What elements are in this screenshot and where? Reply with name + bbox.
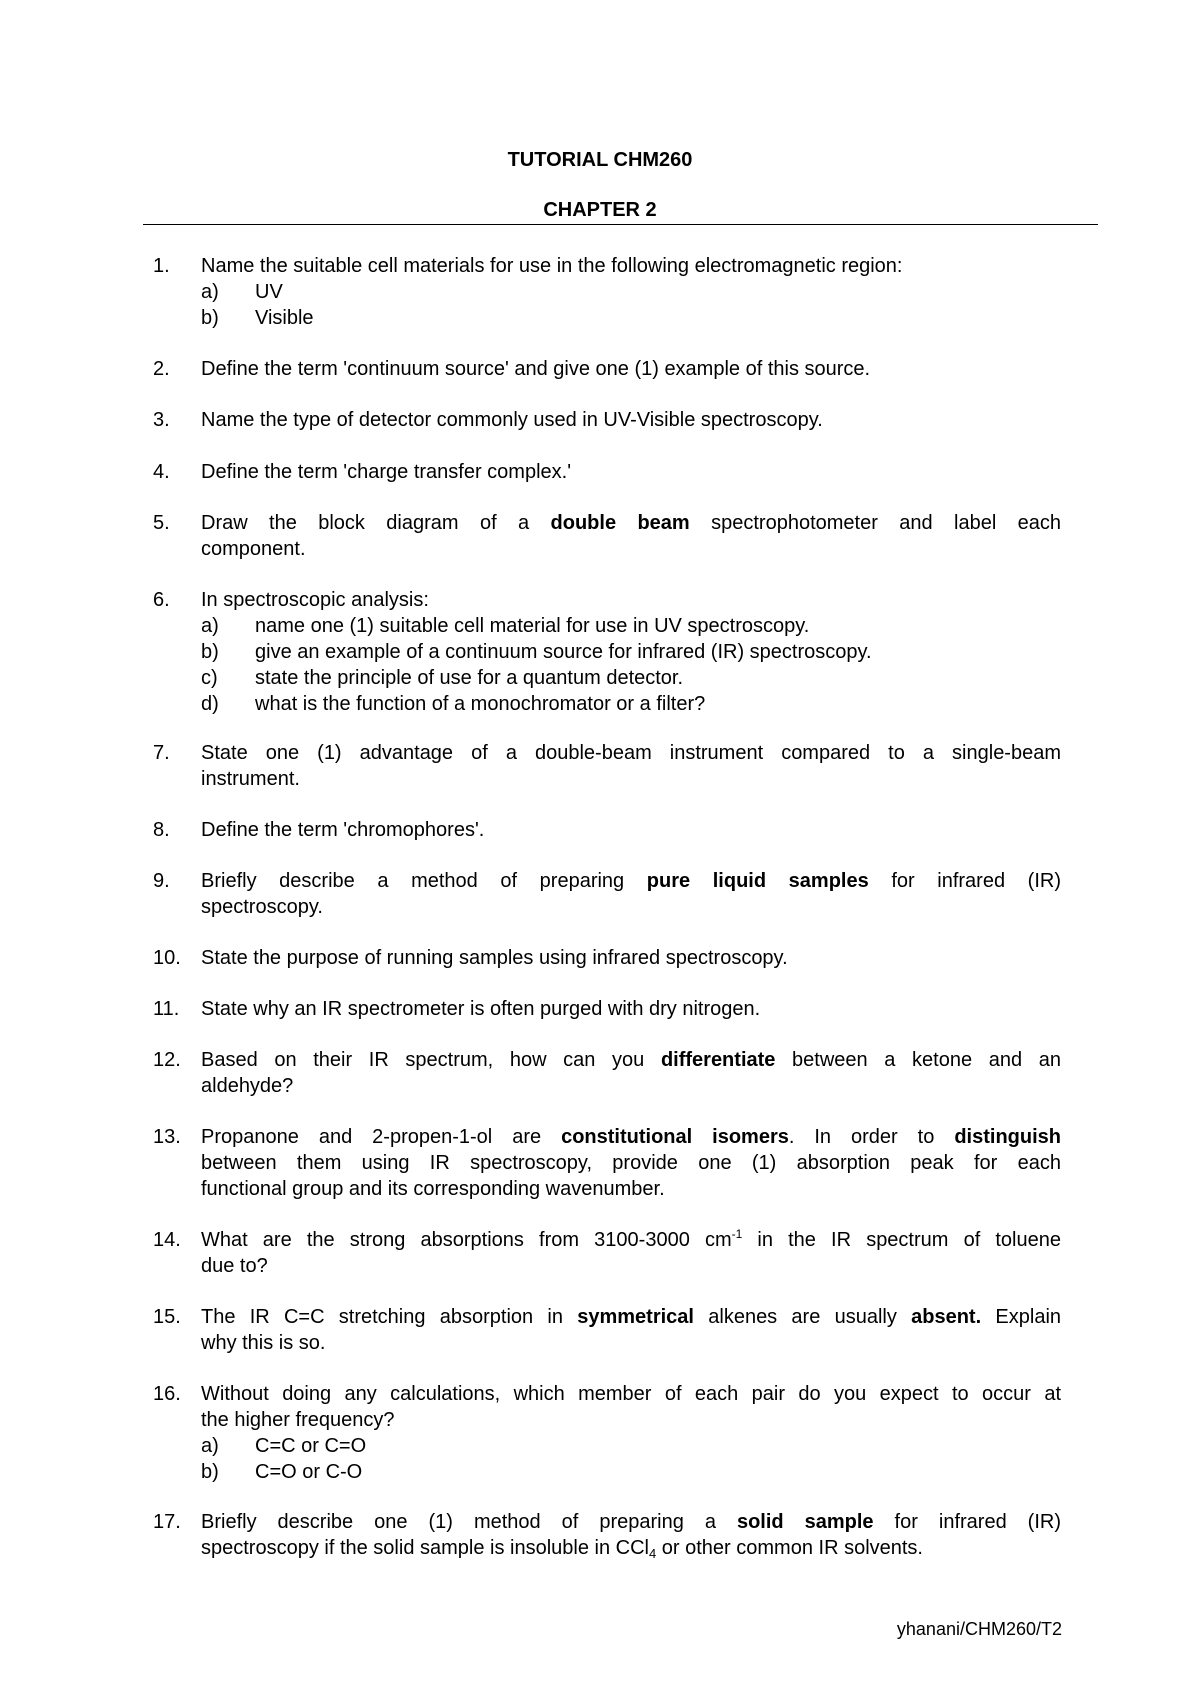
question-text: State why an IR spectrometer is often purged with dry nitrogen. (201, 998, 761, 1020)
question-text: In spectroscopic analysis: a) name one (1) suitable cell material for use in UV spectroscopy. b) give an example of a continuum source for infrared (IR) spectroscopy. c) state the principle of use for a quantum detector. d) what is the function of a monochromator or a filter? (201, 587, 1061, 717)
question-number: 2. (153, 358, 170, 380)
sub-item: b) Visible (201, 307, 314, 329)
sub-item: a) UV (201, 281, 283, 303)
question-text: Name the suitable cell materials for use in the following electromagnetic region: a) UV b) Visible (201, 253, 1061, 331)
footer-reference: yhanani/CHM260/T2 (896, 1619, 1062, 1639)
question-number: 7. (153, 742, 170, 764)
question-number: 9. (153, 870, 170, 892)
question-number: 5. (153, 512, 170, 534)
sub-item: c) state the principle of use for a quantum detector. (201, 667, 684, 689)
question-number: 13. (153, 1126, 181, 1148)
question-number: 4. (153, 461, 170, 483)
question-text: State the purpose of running samples using infrared spectroscopy. (201, 947, 788, 969)
question-text: What are the strong absorptions from 3100-3000 $cm^{-1}$ in the IR spectrum of toluene due to? (201, 1227, 1061, 1277)
page-title: TUTORIAL CHM260 (507, 149, 693, 171)
question-text: Name the type of detector commonly used in UV-Visible spectroscopy. (201, 409, 823, 431)
question-number: 8. (153, 819, 170, 841)
question-number: 1. (153, 255, 170, 277)
question-text: Draw the block diagram of a double beam spectrophotometer and label each component. (201, 512, 1062, 560)
sub-item: a) C=C or C=O (201, 1435, 367, 1457)
sub-item: b) give an example of a continuum source for infrared (IR) spectroscopy. (201, 641, 872, 663)
question-number: 15. (153, 1306, 181, 1328)
question-text: The IR C=C stretching absorption in symmetrical alkenes are usually absent. Explain why this is so. (201, 1306, 1062, 1354)
question-number: 10. (153, 947, 181, 969)
question-text: Propanone and 2-propen-1-ol are constitutional isomers. In order to distinguish between them using IR spectroscopy, provide one (1) absorption peak for each functional group and its corresponding wavenumber. (201, 1126, 1061, 1200)
question-number: 16. (153, 1383, 181, 1405)
question-text: Without doing any calculations, which member of each pair do you expect to occur at the higher frequency? a) C=C or C=O b) C=O or C-O (201, 1383, 1061, 1483)
question-text: Briefly describe a method of preparing pure liquid samples for infrared (IR) spectroscopy. (201, 870, 1062, 918)
question-number: 17. (153, 1511, 181, 1533)
question-text: Briefly describe one (1) method of preparing a solid sample for infrared (IR) spectroscopy if the solid sample is insoluble in CCl$_4$ or other common IR solvents. (201, 1511, 1062, 1561)
question-number: 14. (153, 1229, 181, 1251)
question-text: Define the term 'continuum source' and give one (1) example of this source. (201, 358, 871, 380)
sub-item: b) C=O or C-O (201, 1461, 363, 1483)
header-divider (143, 224, 1098, 225)
question-text: Define the term 'charge transfer complex.' (201, 461, 572, 483)
question-number: 6. (153, 589, 170, 611)
question-text: Based on their IR spectrum, how can you differentiate between a ketone and an aldehyde? (201, 1049, 1061, 1097)
chapter-heading: CHAPTER 2 (543, 199, 657, 221)
sub-item: d) what is the function of a monochromator or a filter? (201, 693, 706, 715)
question-text: Define the term 'chromophores'. (201, 819, 485, 841)
sub-item: a) name one (1) suitable cell material for use in UV spectroscopy. (201, 615, 810, 637)
question-number: 12. (153, 1049, 181, 1071)
question-number: 3. (153, 409, 170, 431)
question-number: 11. (153, 998, 180, 1020)
subscript: 4 (648, 1546, 657, 1561)
question-text: State one (1) advantage of a double-beam instrument compared to a single-beam instrument. (201, 742, 1061, 790)
